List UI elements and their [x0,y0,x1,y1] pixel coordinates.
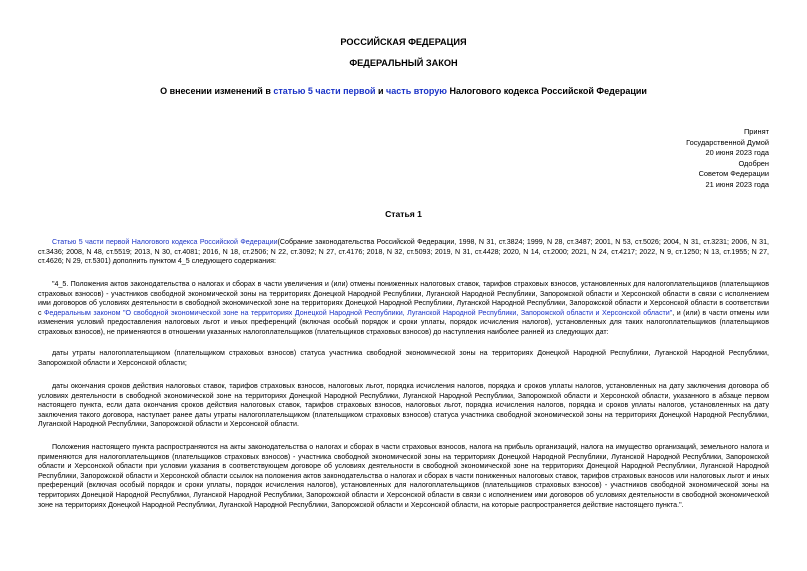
title-prefix: О внесении изменений в [160,86,274,96]
law-title [0,86,807,96]
article-paragraph [38,280,769,338]
adoption-date: 20 июня 2023 года [705,148,769,157]
paragraph-text: (Собрание законодательства Российской Федерации, 1998, N 31, ст.3824; 1999, N 28, ст.3487; 2001, N 53, ст.5026; 2004, N 31, ст.3231; 2006, N 31, ст.3436; 2008, N 48, ст.5519; 2013, N 30, ст.4081; 2016, N 18, ст.2506; N 22, ст.3092; N 27, ст.4176; 2018, N 32, ст.5093; 2019, N 31, ст.4428; 2020, N 14, ст.2000; 2021, N 24, ст.4217; 2022, N 9, ст.1250; N 13, ст.1955; N 27, ст.4626; N 29, ст.5301) дополнить пунктом 4_5 следующего содержания: [38,238,769,266]
paragraph-text: "4_5. Положения актов законодательства о налогах и сборах в части увеличения и (или) отмены пониженных налоговых ставок, тарифов страховых взносов, установленных для налогоплательщиков (плательщиков страховых взносов) - участников свободной экономической зоны на территориях Донецкой Народной Республики, Луганской Народной Республики, Запорожской области и Херсонской области в связи с исполнением ими договоров об условиях деятельности в свободной экономической зоне на территориях Донецкой Народной Республики, Луганской Народной Республики, Запорожской области и Херсонской области в соответствии с [38,280,769,317]
federal-law-link[interactable]: Федеральным законом "О свободной экономической зоне на территориях Донецкой Народной Республики, Луганской Народной Республики, Запорожской области и Херсонской области" [44,308,673,317]
article-heading: Статья 1 [385,209,422,219]
article-paragraph: Положения настоящего пункта распространяются на акты законодательства о налогах и сборах в части страховых взносов, налога на прибыль организаций, налога на имущество организаций, земельного налога и применяются для налогоплательщиков (плательщиков страховых взносов) - участника свободной экономической зоны на территориях Донецкой Народной Республики, Луганской Народной Республики, Запорожской области и Херсонской области при условии указания в соответствующем договоре об условиях деятельности в свободной экономической зоне на территориях Донецкой Народной Республики, Луганской Народной Республики, Запорожской области и Херсонской области ссылок на положения актов законодательства о налогах и сборах в части пониженных налоговых ставок, тарифов страховых взносов или налоговых льгот и иных преференций (включая особый порядок и сроки уплаты, порядок исчисления налогов), установленных для налогоплательщиков (плательщиков страховых взносов) - участников свободной экономической зоны на территориях Донецкой Народной Республики, Луганской Народной Республики, Запорожской области и Херсонской области в связи с исполнением ими договоров об условиях деятельности в свободной экономической зоне на территориях Донецкой Народной Республики, Луганской Народной Республики, Запорожской области и Херсонской области, на которые распространяется действие настоящего пункта.". [38,443,769,509]
adoption-line: Государственной Думой [686,137,769,147]
title-link-part2[interactable]: часть вторую [386,86,447,96]
adoption-block [609,127,769,190]
title-link-article5[interactable]: статью 5 части первой [273,86,376,96]
title-suffix: Налогового кодекса Российской Федерации [447,86,647,96]
article-paragraph: даты окончания сроков действия налоговых ставок, тарифов страховых взносов, налоговых льгот, порядка исчисления налогов, порядка и сроков уплаты налогов, установленных на дату заключения договора об условиях деятельности в свободной экономической зоне на территориях Донецкой Народной Республики, Луганской Народной Республики, Запорожской области и Херсонской области, указанного в абзаце первом настоящего пункта, если дата окончания сроков действия налоговых ставок, тарифов страховых взносов, налоговых льгот, порядка исчисления налогов, порядка и сроков уплаты налогов, установленных на дату заключения такого договора, наступает ранее даты утраты налогоплательщиком (плательщиком страховых взносов) статуса участника свободной экономической зоны на территориях Донецкой Народной Республики, Луганской Народной Республики, Запорожской области и Херсонской области. [38,382,769,429]
approval-line: Одобрен [738,158,769,168]
approval-date: 21 июня 2023 года [705,179,769,189]
paragraph-text: , и (или) в части отмены или изменения условий предоставления налоговых льгот и иных преференций (включая особый порядок и сроки уплаты, порядок исчисления налогов), установленных для таких налогоплательщиков (плательщиков страховых взносов), не применяются в отношении указанных налогоплательщиков (плательщиков страховых взносов) до наступления наиболее ранней из следующих дат: [38,308,769,336]
approval-line: Советом Федерации [698,169,769,178]
article-paragraph [38,238,769,267]
country-heading: РОССИЙСКАЯ ФЕДЕРАЦИЯ [340,37,467,47]
title-middle: и [375,86,387,96]
adoption-line: Принят [743,127,769,136]
law-type-heading: ФЕДЕРАЛЬНЫЙ ЗАКОН [349,58,458,68]
article5-link[interactable]: Статью 5 части первой Налогового кодекса Российской Федерации [52,238,278,246]
article-paragraph: даты утраты налогоплательщиком (плательщиком страховых взносов) статуса участника свободной экономической зоны на территориях Донецкой Народной Республики, Луганской Народной Республики, Запорожской области и Херсонской области; [38,349,769,367]
